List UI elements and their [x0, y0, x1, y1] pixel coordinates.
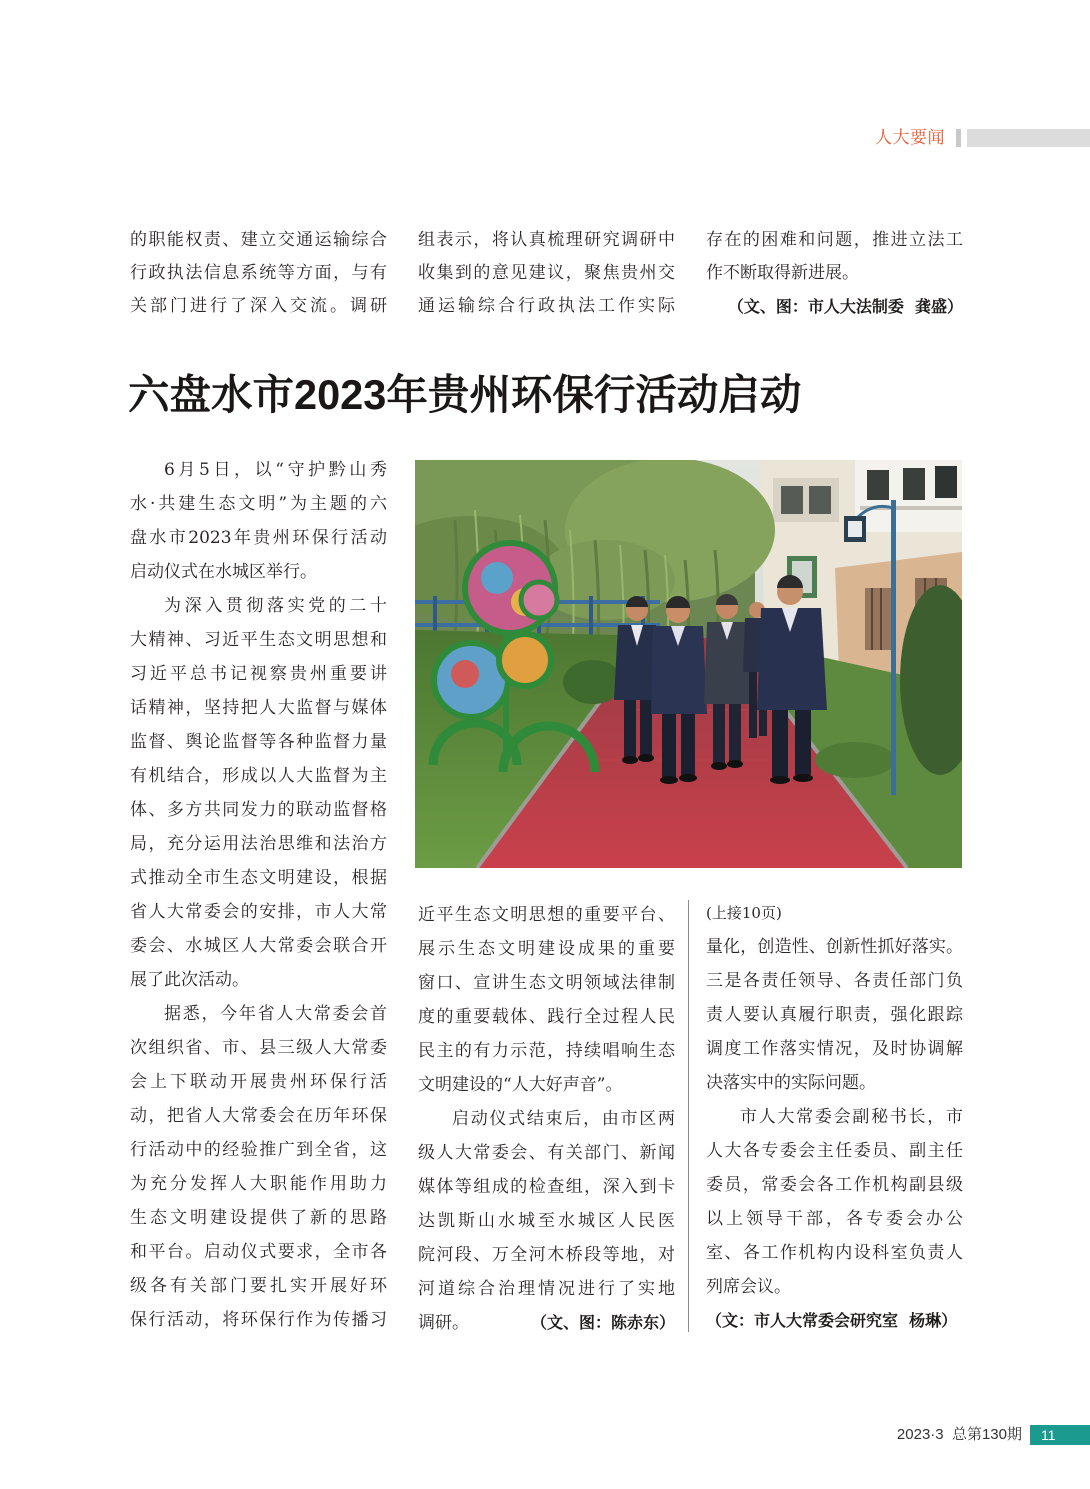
text-line: 级各有关部门要扎实开展好环 [130, 1276, 387, 1296]
section-header-bar [967, 129, 1090, 147]
text-line: 责人要认真履行职责，强化跟踪 [706, 1005, 963, 1025]
text-line: 6月5日，以“守护黔山秀 [164, 460, 387, 480]
text-line: 动，把省人大常委会在历年环保 [130, 1106, 387, 1126]
article-column-1 [130, 453, 387, 1337]
text-line: 会上下联动开展贵州环保行活 [130, 1072, 387, 1092]
text-line: 作不断取得新进展。 [706, 263, 859, 283]
byline: （文、图：市人大法制委 龚盛） [727, 297, 963, 316]
text-line: 民主的有力示范，持续唱响生态 [418, 1041, 675, 1061]
text-line: 市人大常委会副秘书长，市 [740, 1107, 963, 1127]
continued-article-column-1 [130, 224, 387, 323]
continued-article-column-2 [418, 224, 675, 323]
text-line: 水·共建生态文明”为主题的六 [130, 494, 387, 514]
text-line: 媒体等组成的检查组，深入到卡 [418, 1177, 675, 1197]
text-line: 展示生态文明建设成果的重要 [418, 939, 675, 959]
continued-from-note: (上接10页) [706, 904, 782, 922]
text-line: 通运输综合行政执法工作实际 [418, 296, 675, 316]
text-line: 为充分发挥人大职能作用助力 [130, 1174, 387, 1194]
text-line: 三是各责任领导、各责任部门负 [706, 971, 963, 991]
byline: （文、图：陈赤东） [530, 1313, 675, 1332]
text-line: 调度工作落实情况，及时协调解 [706, 1039, 963, 1059]
text-line: 近平生态文明思想的重要平台、 [418, 905, 675, 925]
column-divider [688, 900, 689, 1332]
text-line: 盘水市2023年贵州环保行活动 [130, 528, 387, 548]
text-line: 行活动中的经验推广到全省，这 [130, 1140, 387, 1160]
text-line: 委会、水城区人大常委会联合开 [130, 936, 387, 956]
text-line: 决落实中的实际问题。 [706, 1073, 876, 1093]
text-line: 和平台。启动仪式要求，全市各 [130, 1242, 387, 1262]
text-line: 展了此次活动。 [130, 970, 249, 990]
text-line: 调研。 [418, 1313, 469, 1333]
article-photo [415, 460, 962, 868]
text-line: 大精神、习近平生态文明思想和 [130, 630, 387, 650]
text-line: 行政执法信息系统等方面，与有 [130, 263, 387, 283]
article-column-2 [418, 898, 675, 1340]
continued-from-column [706, 896, 963, 1338]
text-line: 局，充分运用法治思维和法治方 [130, 834, 387, 854]
text-line: 有机结合，形成以人大监督为主 [130, 766, 387, 786]
text-line: 列席会议。 [706, 1277, 791, 1297]
text-line: 习近平总书记视察贵州重要讲 [130, 664, 387, 684]
text-line: 的职能权责、建立交通运输综合 [130, 230, 387, 250]
text-line: 保行活动，将环保行作为传播习 [130, 1310, 387, 1330]
article-title: 六盘水市2023年贵州环保行活动启动 [128, 371, 802, 418]
text-line: 室、各工作机构内设科室负责人 [706, 1243, 963, 1263]
text-line: 存在的困难和问题，推进立法工 [706, 230, 963, 250]
text-line: 据悉，今年省人大常委会首 [164, 1004, 387, 1024]
text-line: 窗口、宣讲生态文明领域法律制 [418, 973, 675, 993]
text-line: 话精神，坚持把人大监督与媒体 [130, 698, 387, 718]
text-line: 关部门进行了深入交流。调研 [130, 296, 387, 316]
section-label: 人大要闻 [875, 128, 945, 148]
final-line-with-byline [418, 1306, 675, 1340]
text-line: 式推动全市生态文明建设，根据 [130, 868, 387, 888]
text-line: 为深入贯彻落实党的二十 [164, 596, 387, 616]
continued-article-column-3 [706, 224, 963, 323]
text-line: 达凯斯山水城至水城区人民医 [418, 1211, 675, 1231]
text-line: 启动仪式结束后，由市区两 [452, 1109, 675, 1129]
text-line: 次组织省、市、县三级人大常委 [130, 1038, 387, 1058]
text-line: 组表示，将认真梳理研究调研中 [418, 230, 675, 250]
issue-label: 2023·3 总第130期 [896, 1426, 1022, 1443]
byline: （文：市人大常委会研究室 杨琳） [706, 1311, 958, 1330]
text-line: 启动仪式在水城区举行。 [130, 562, 317, 582]
text-line: 度的重要载体、践行全过程人民 [418, 1007, 675, 1027]
text-line: 体、多方共同发力的联动监督格 [130, 800, 387, 820]
text-line: 生态文明建设提供了新的思路 [130, 1208, 387, 1228]
text-line: 以上领导干部，各专委会办公 [706, 1209, 963, 1229]
text-line: 委员，常委会各工作机构副县级 [706, 1175, 963, 1195]
text-line: 省人大常委会的安排，市人大常 [130, 902, 387, 922]
section-tick-divider [956, 129, 961, 147]
text-line: 院河段、万全河木桥段等地，对 [418, 1245, 675, 1265]
text-line: 级人大常委会、有关部门、新闻 [418, 1143, 675, 1163]
page-number: 11 [1030, 1425, 1090, 1445]
text-line: 河道综合治理情况进行了实地 [418, 1279, 675, 1299]
text-line: 人大各专委会主任委员、副主任 [706, 1141, 963, 1161]
text-line: 监督、舆论监督等各种监督力量 [130, 732, 387, 752]
text-line: 收集到的意见建议，聚焦贵州交 [418, 263, 675, 283]
text-line: 文明建设的“人大好声音”。 [418, 1075, 623, 1095]
text-line: 量化，创造性、创新性抓好落实。 [706, 937, 963, 957]
